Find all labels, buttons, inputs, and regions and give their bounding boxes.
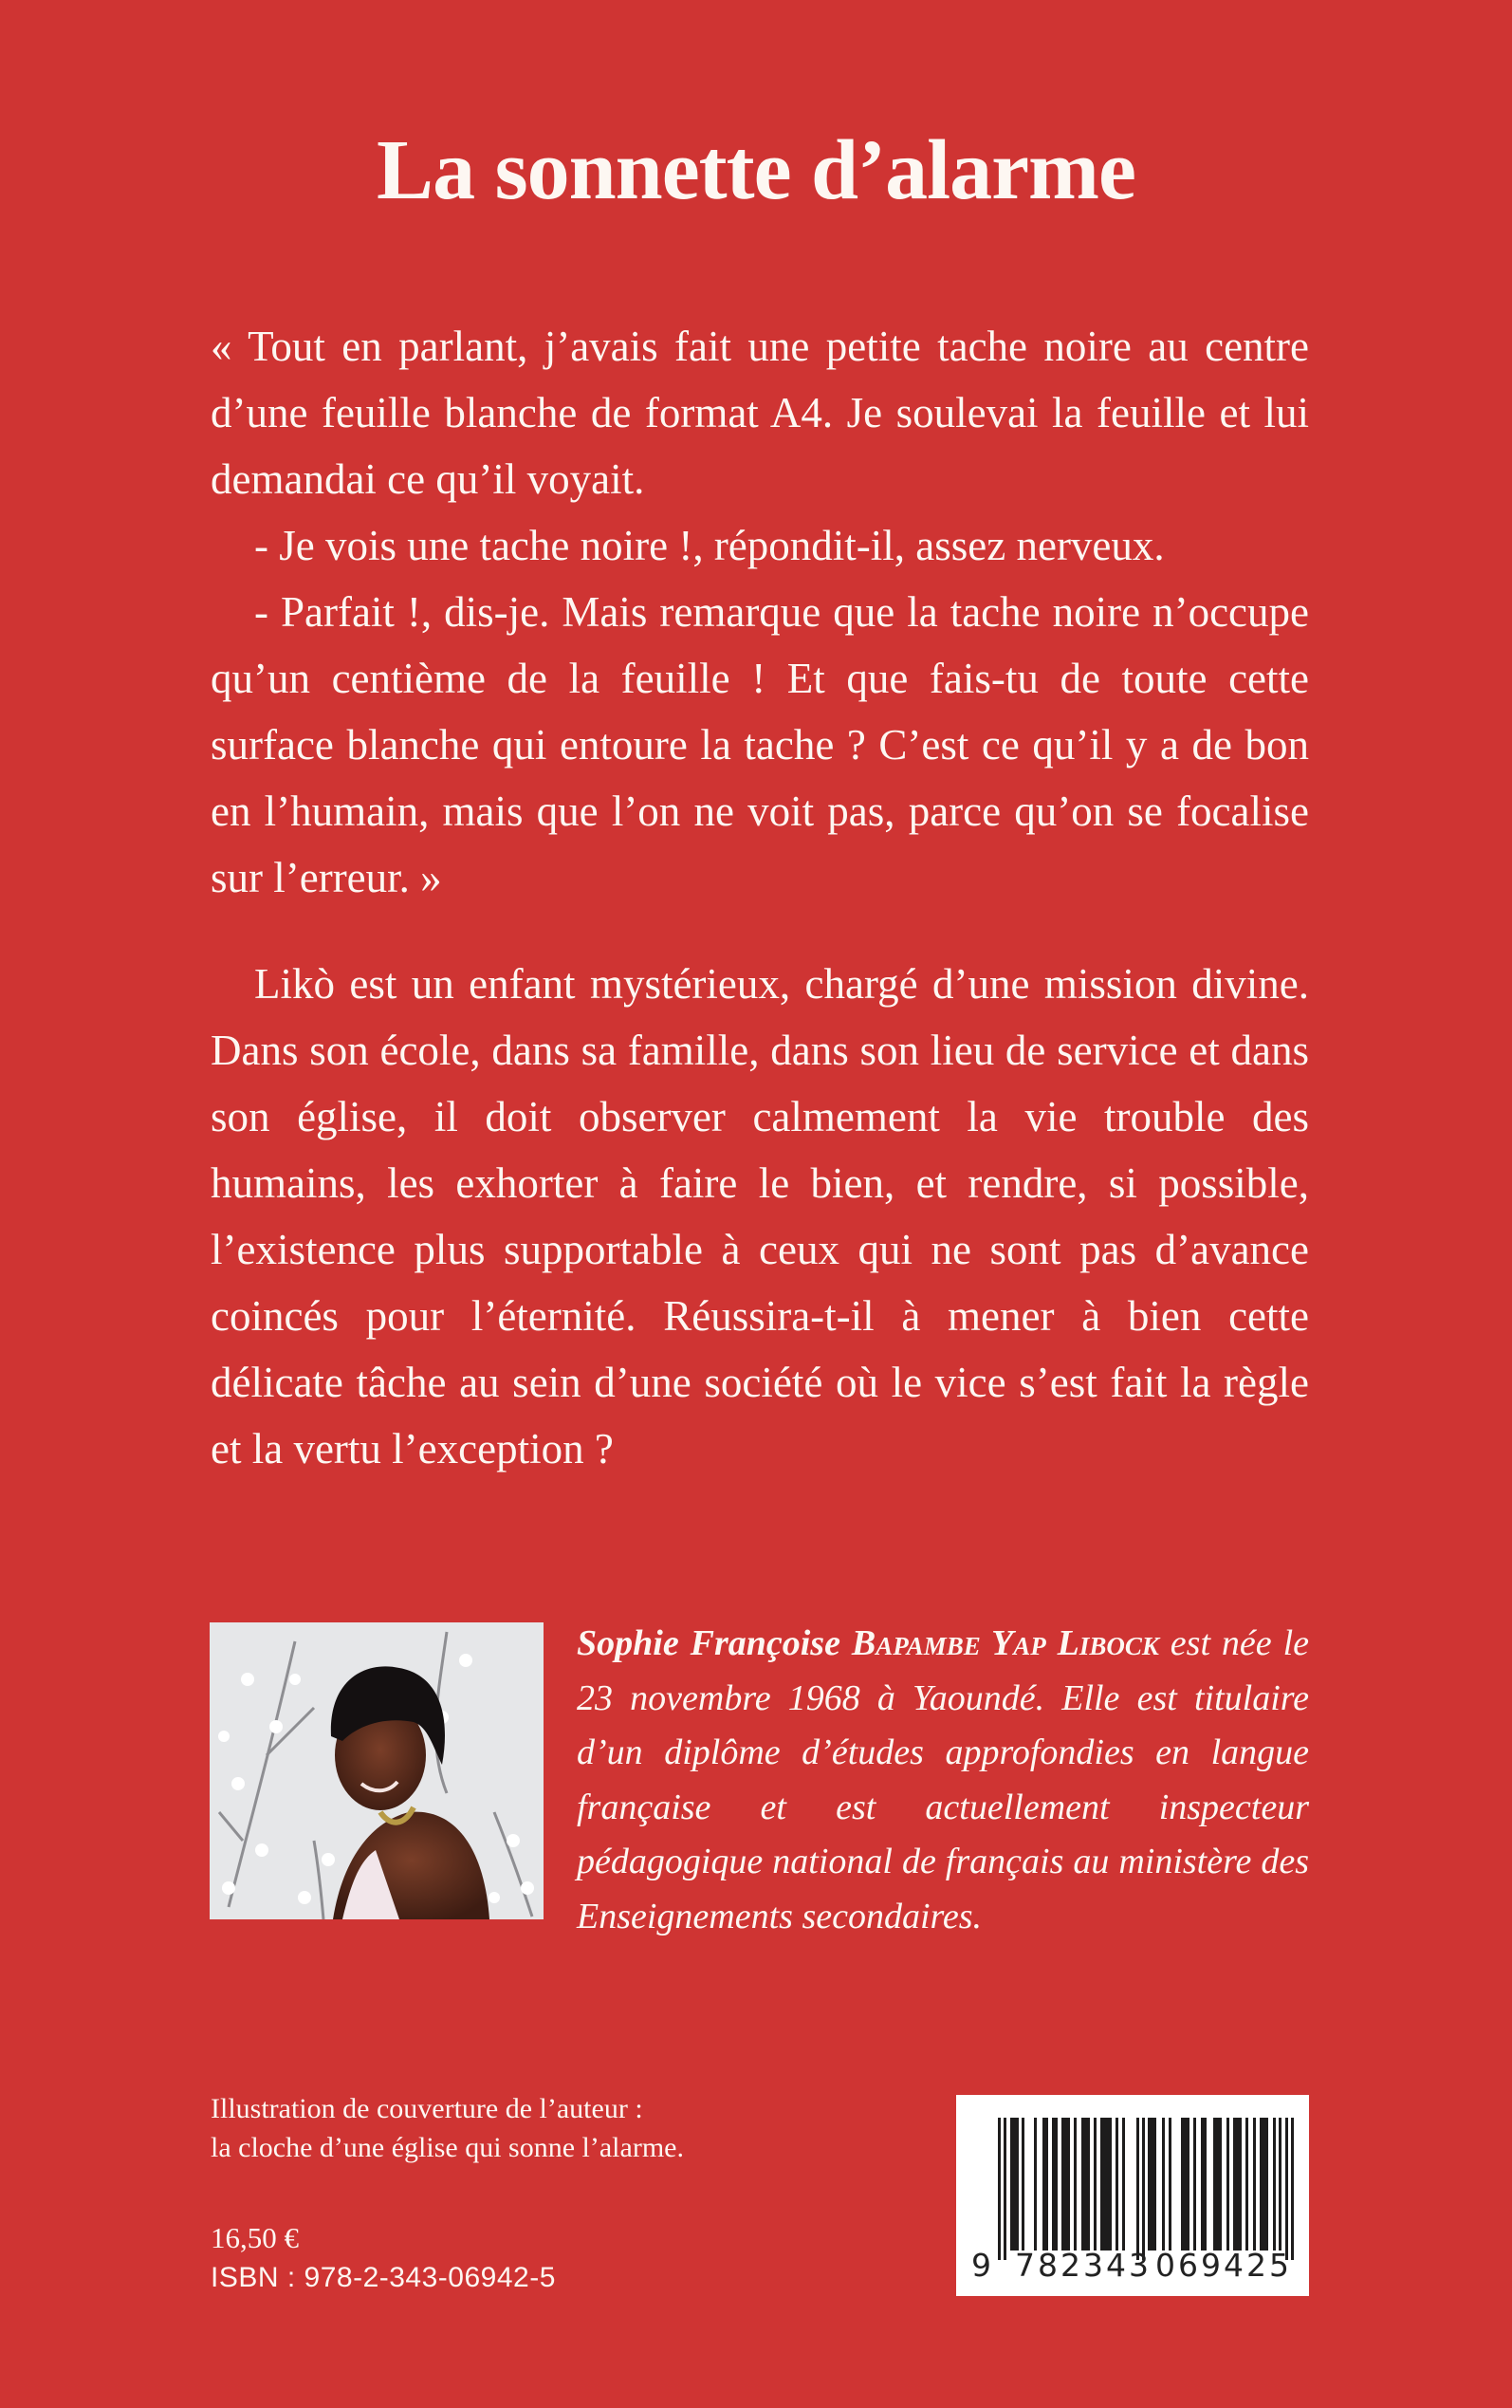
- illustration-credit-line-2: la cloche d’une église qui sonne l’alarme.: [211, 2132, 684, 2163]
- author-portrait-icon: [210, 1622, 544, 1919]
- synopsis-text: Likò est un enfant mystérieux, chargé d’une mission divine. Dans son école, dans sa famille, dans son lieu de service et dans son église, il doit observer calmement la vie trouble des humains, les exhorter à faire le bien, et rendre, si possible, l’existence plus supportable à ceux qui ne sont pas d’avance coincés pour l’éternité. Réussira-t-il à mener à bien cette délicate tâche au sein d’une société où le vice s’est fait la règle et la vertu l’exception ?: [211, 960, 1309, 1473]
- author-photo: [210, 1622, 544, 1919]
- barcode-icon: [998, 2118, 1294, 2260]
- barcode-group-2: 069425: [1155, 2247, 1292, 2284]
- author-bio: [577, 1617, 1309, 1944]
- illustration-credit: [211, 2089, 931, 2167]
- synopsis: [211, 951, 1309, 1482]
- quote-paragraph-1: « Tout en parlant, j’avais fait une petite tache noire au centre d’une feuille blanche de format A4. Je soulevai la feuille et lui demandai ce qu’il voyait.: [211, 323, 1309, 503]
- barcode-lead-digit: 9: [971, 2247, 991, 2284]
- barcode-digits: [956, 2247, 1309, 2292]
- quote-paragraph-2: - Je vois une tache noire !, répondit-il, assez nerveux.: [254, 522, 1165, 569]
- author-first-names: Sophie Françoise: [577, 1623, 840, 1663]
- quote-paragraph-3: - Parfait !, dis-je. Mais remarque que la tache noire n’occupe qu’un centième de la feuille ! Et que fais-tu de toute cette surface blanche qui entoure la tache ? C’est ce qu’il y a de bon en l’humain, mais que l’on ne voit pas, parce qu’on se focalise sur l’erreur. »: [211, 588, 1309, 901]
- excerpt-quote: [211, 313, 1309, 911]
- barcode-group-1: 782343: [1015, 2247, 1152, 2284]
- barcode: [956, 2095, 1309, 2296]
- book-title: La sonnette d’alarme: [377, 123, 1135, 217]
- author-bio-text: est née le 23 novembre 1968 à Yaoundé. Elle est titulaire d’un diplôme d’études approfondies en langue française et est actuellement inspecteur pédagogique national de français au ministère des Enseignements secondaires.: [577, 1623, 1309, 1936]
- author-surname: Bapambe Yap Libock: [851, 1623, 1159, 1663]
- price: 16,50 €: [211, 2221, 299, 2254]
- isbn: ISBN : 978-2-343-06942-5: [211, 2262, 556, 2293]
- illustration-credit-line-1: Illustration de couverture de l’auteur :: [211, 2093, 643, 2124]
